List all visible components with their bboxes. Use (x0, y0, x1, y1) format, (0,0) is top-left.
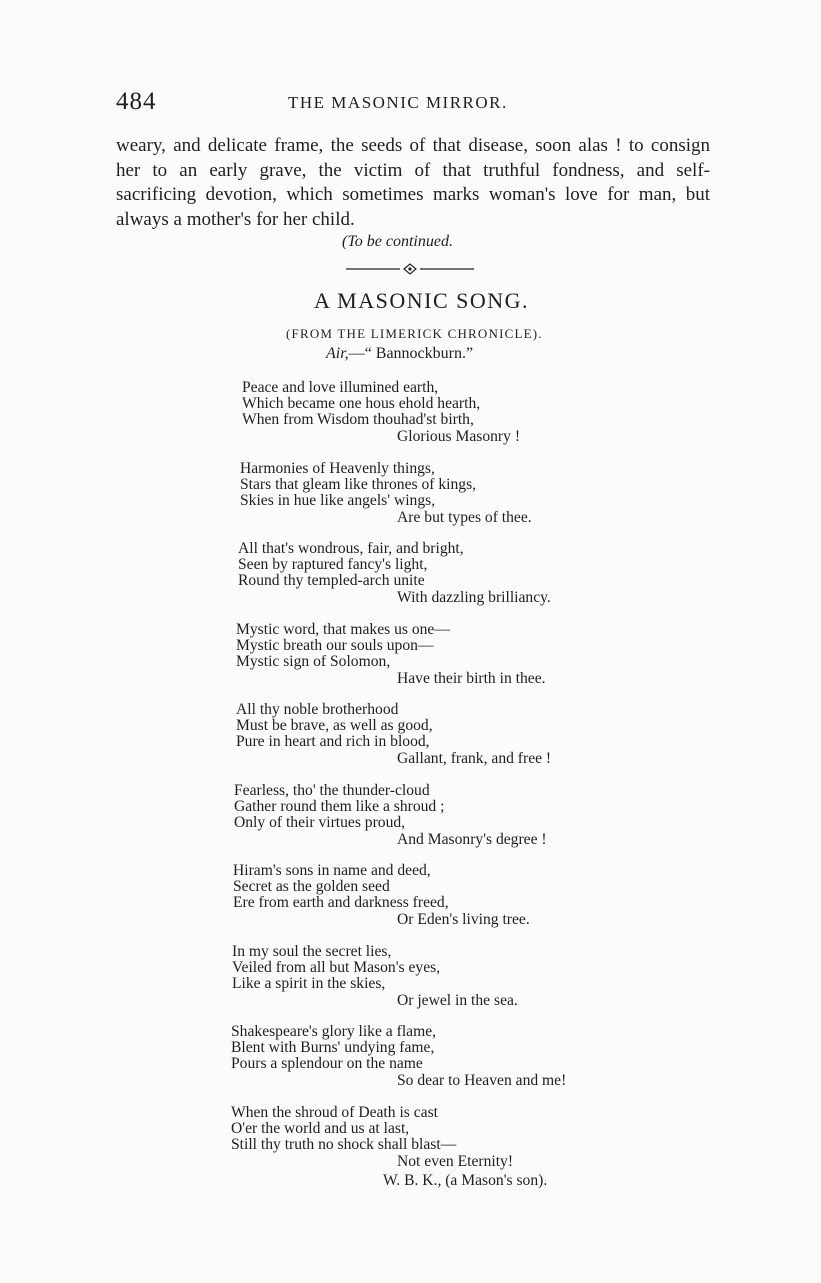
song-air-line (326, 345, 473, 363)
verse-line: Pure in heart and rich in blood, (236, 733, 430, 751)
verse-line: Like a spirit in the skies, (232, 975, 386, 993)
song-source: (FROM THE LIMERICK CHRONICLE). (286, 326, 543, 341)
to-be-continued-note: (To be continued. (342, 233, 453, 250)
stanza (232, 944, 672, 1008)
prose-line: her to an early grave, the victim of that truthful fondness, and self- (116, 159, 710, 181)
verse-line: Harmonies of Heavenly things, (240, 460, 435, 477)
refrain-line: With dazzling brilliancy. (397, 588, 551, 606)
verse-line: When from Wisdom thouhad'st birth, (242, 411, 474, 429)
poem-signature: W. B. K., (a Mason's son). (383, 1172, 548, 1189)
verse-line: All thy noble brotherhood (236, 701, 399, 718)
verse-line: O'er the world and us at last, (231, 1120, 410, 1138)
prose-line: always a mother's for her child. (116, 208, 355, 230)
stanza (238, 541, 678, 605)
air-tune: —“ Bannockburn.” (348, 345, 474, 362)
stanza (231, 1105, 671, 1169)
verse-line: Fearless, tho' the thunder-cloud (234, 782, 430, 799)
verse-line: Gather round them like a shroud ; (234, 798, 445, 816)
verse-line: Mystic breath our souls upon— (236, 637, 434, 655)
stanza (236, 702, 676, 766)
section-divider-ornament (346, 262, 474, 276)
refrain-line: So dear to Heaven and me! (397, 1071, 567, 1089)
prose-paragraph (116, 134, 710, 232)
stanza (236, 622, 676, 686)
refrain-line: And Masonry's degree ! (397, 830, 547, 848)
verse-line: Stars that gleam like thrones of kings, (240, 476, 477, 494)
verse-line: Hiram's sons in name and deed, (233, 862, 431, 879)
verse-line: Blent with Burns' undying fame, (231, 1039, 435, 1057)
verse-line: All that's wondrous, fair, and bright, (238, 540, 464, 557)
verse-line: Ere from earth and darkness freed, (233, 894, 449, 912)
verse-line: Seen by raptured fancy's light, (238, 556, 428, 574)
verse-line: When the shroud of Death is cast (231, 1104, 438, 1121)
verse-line: Shakespeare's glory like a flame, (231, 1023, 437, 1040)
refrain-line: Or Eden's living tree. (397, 910, 530, 928)
stanza (242, 380, 682, 444)
refrain-line: Are but types of thee. (397, 508, 532, 526)
page-number: 484 (116, 88, 157, 115)
verse-line: Peace and love illumined earth, (242, 379, 439, 396)
song-title: A MASONIC SONG. (314, 288, 530, 313)
verse-line: Secret as the golden seed (233, 878, 390, 896)
stanza (233, 863, 673, 927)
refrain-line: Glorious Masonry ! (397, 427, 521, 445)
page-header (116, 88, 710, 118)
verse-line: Still thy truth no shock shall blast— (231, 1136, 457, 1154)
refrain-line: Gallant, frank, and free ! (397, 749, 552, 767)
verse-line: Skies in hue like angels' wings, (240, 492, 436, 510)
air-label: Air, (326, 345, 349, 362)
verse-line: Which became one hous ehold hearth, (242, 395, 481, 413)
verse-line: Mystic sign of Solomon, (236, 653, 391, 671)
stanza (231, 1024, 671, 1088)
verse-line: Veiled from all but Mason's eyes, (232, 959, 441, 977)
stanza (240, 461, 680, 525)
refrain-line: Or jewel in the sea. (397, 991, 518, 1009)
prose-line: weary, and delicate frame, the seeds of that disease, soon alas ! to consign (116, 135, 710, 156)
refrain-line: Not even Eternity! (397, 1152, 514, 1170)
verse-line: Only of their virtues proud, (234, 814, 406, 832)
stanza (234, 783, 674, 847)
prose-line: sacrificing devotion, which sometimes marks woman's love for man, but (116, 184, 710, 205)
verse-line: Pours a splendour on the name (231, 1055, 423, 1073)
verse-line: Must be brave, as well as good, (236, 717, 433, 735)
running-title: THE MASONIC MIRROR. (288, 93, 508, 112)
verse-line: Mystic word, that makes us one— (236, 621, 450, 638)
verse-line: In my soul the secret lies, (232, 943, 392, 960)
refrain-line: Have their birth in thee. (397, 669, 546, 687)
verse-line: Round thy templed-arch unite (238, 572, 425, 590)
